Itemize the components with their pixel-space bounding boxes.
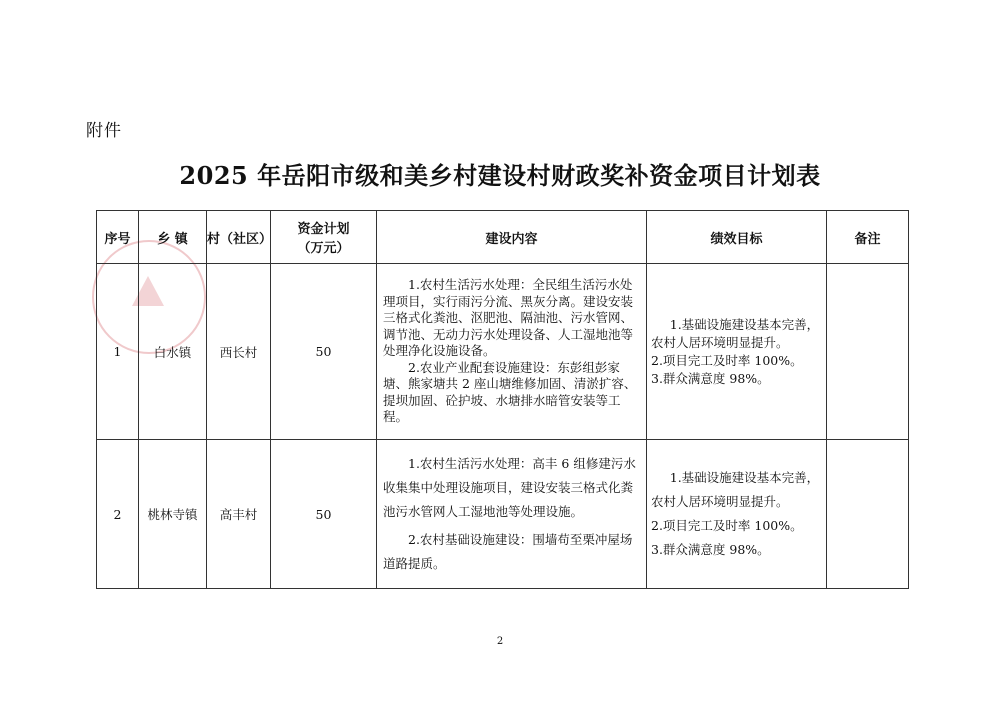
- performance-item: 2.项目完工及时率 100%。: [651, 518, 803, 533]
- cell-seq: 1: [97, 264, 139, 440]
- cell-village: 西长村: [207, 264, 271, 440]
- table-row: [97, 440, 909, 589]
- cell-performance: [647, 264, 827, 440]
- content-item: 2.农村基础设施建设：围墙苟至栗冲屋场道路提质。: [383, 532, 633, 571]
- cell-content: [377, 440, 647, 589]
- header-remarks: 备注: [827, 211, 909, 264]
- header-fund-line2: （万元）: [297, 241, 350, 256]
- header-content: 建设内容: [377, 211, 647, 264]
- cell-remarks: [827, 264, 909, 440]
- attachment-label: 附件: [86, 121, 122, 141]
- performance-item: 1.基础设施建设基本完善，农村人居环境明显提升。: [651, 470, 820, 509]
- content-item: 1.农村生活污水处理：全民组生活污水处理项目，实行雨污分流、黑灰分离。建设安装三格式化粪池、沤肥池、隔油池、污水管网、调节池、无动力污水处理设备、人工湿地池等处理净化设施设备。: [383, 277, 634, 359]
- document-title: 2025 年岳阳市级和美乡村建设村财政奖补资金项目计划表: [179, 161, 821, 190]
- cell-seq: 2: [97, 440, 139, 589]
- table-row: [97, 264, 909, 440]
- content-item: 2.农业产业配套设施建设：东彭组彭家塘、熊家塘共 2 座山塘维修加固、清淤扩容、提坝加固、砼护坡、水塘排水暗管安装等工程。: [383, 359, 637, 425]
- performance-item: 2.项目完工及时率 100%。: [651, 352, 803, 368]
- header-seq: 序号: [97, 211, 139, 264]
- performance-item: 3.群众满意度 98%。: [651, 370, 770, 386]
- header-fund-line1: 资金计划: [297, 222, 350, 237]
- project-plan-table: [96, 210, 909, 589]
- cell-town: 桃林寺镇: [139, 440, 207, 589]
- cell-fund: 50: [271, 264, 377, 440]
- cell-content: [377, 264, 647, 440]
- cell-fund: 50: [271, 440, 377, 589]
- page-number: 2: [496, 636, 504, 647]
- header-village: 村（社区）: [207, 211, 271, 264]
- cell-performance: [647, 440, 827, 589]
- performance-item: 3.群众满意度 98%。: [651, 542, 770, 557]
- cell-town: 白水镇: [139, 264, 207, 440]
- header-town: 乡 镇: [139, 211, 207, 264]
- table-header-row: [97, 211, 909, 264]
- header-performance: 绩效目标: [647, 211, 827, 264]
- cell-village: 高丰村: [207, 440, 271, 589]
- header-fund: [271, 211, 377, 264]
- performance-item: 1.基础设施建设基本完善，农村人居环境明显提升。: [651, 316, 820, 350]
- cell-remarks: [827, 440, 909, 589]
- content-item: 1.农村生活污水处理：高丰 6 组修建污水收集集中处理设施项目，建设安装三格式化粪池污水管网人工湿地池等处理设施。: [383, 456, 636, 519]
